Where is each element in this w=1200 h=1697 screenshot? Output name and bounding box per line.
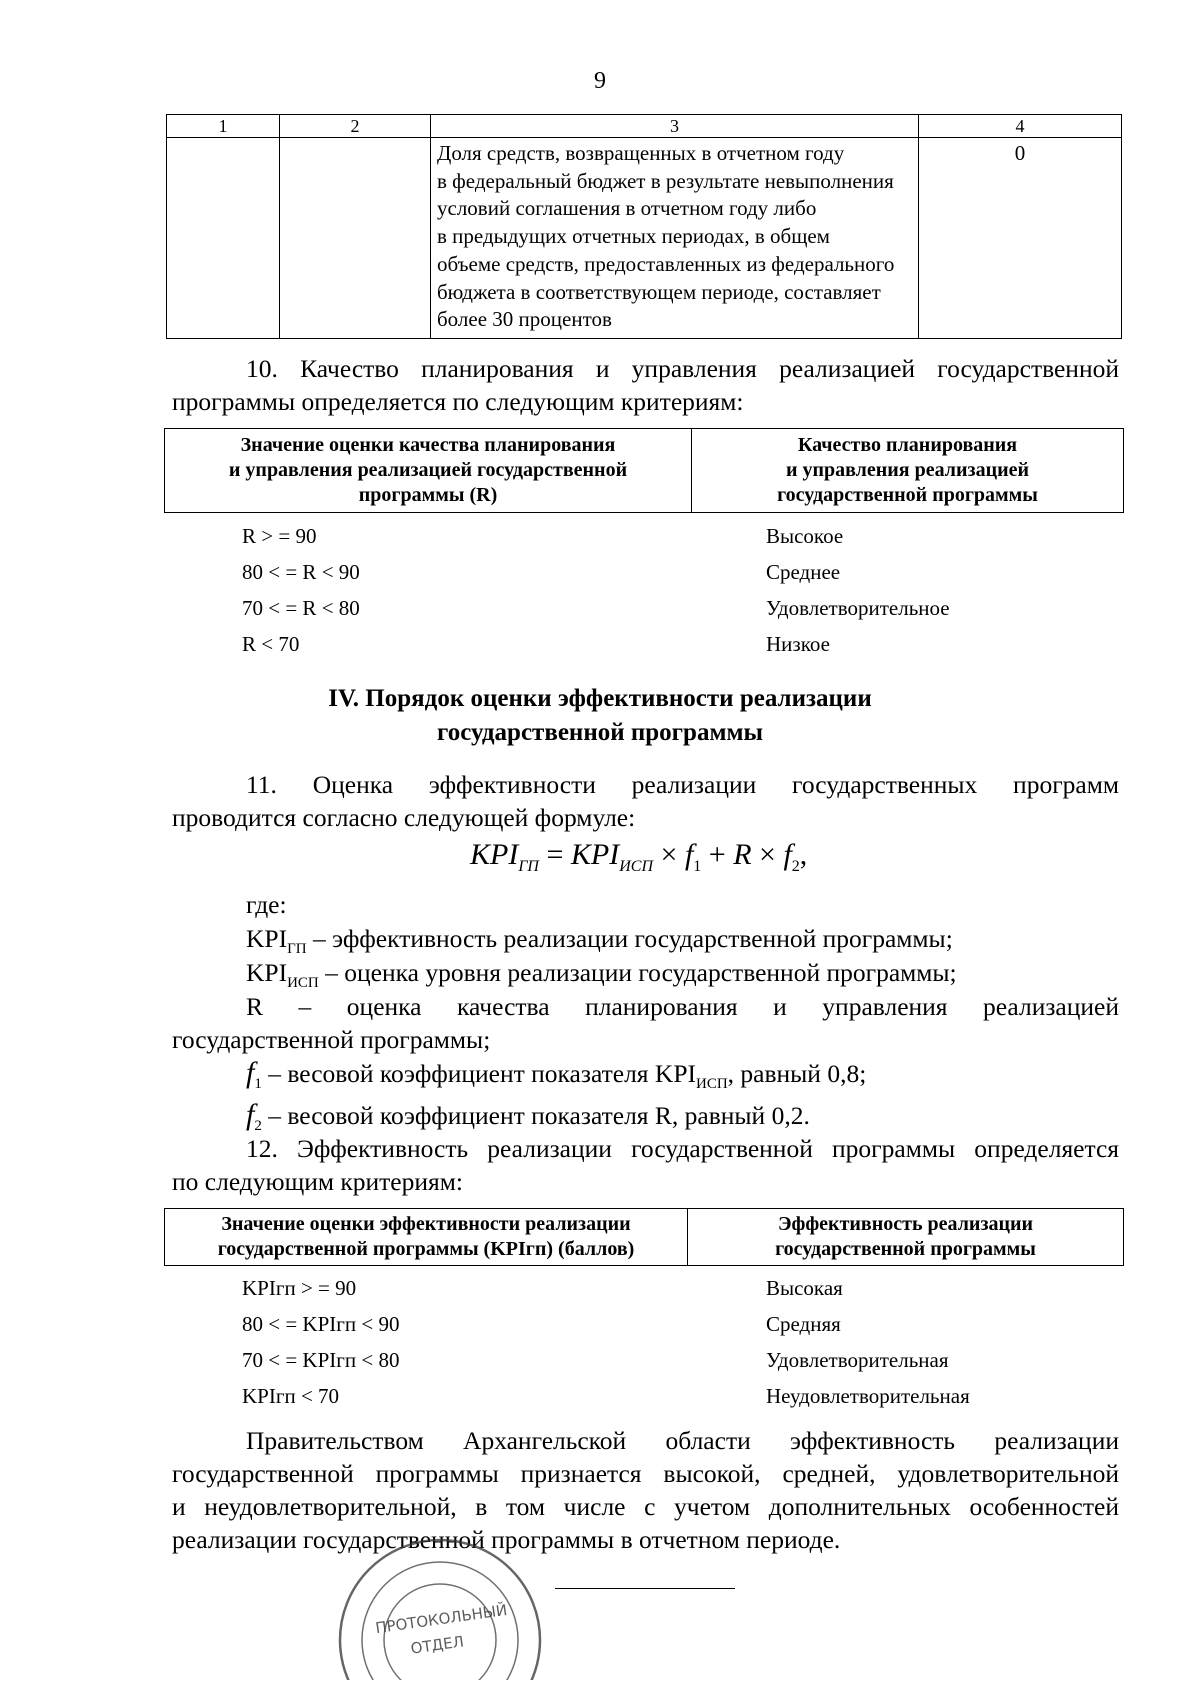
cell-line: объеме средств, предоставленных из федерального — [437, 251, 895, 276]
condition-cell: 70 < = R < 80 — [242, 596, 360, 620]
header-col-quality — [692, 429, 1124, 513]
legend-where: где: — [246, 890, 287, 919]
paragraph-line: Правительством Архангельской области эффективность реализации — [246, 1426, 1119, 1455]
formula-r: R — [733, 838, 752, 871]
condition-cell: KPIгп > = 90 — [242, 1276, 357, 1300]
legend-f2-symbol: f — [246, 1098, 255, 1131]
header-line: и управления реализацией государственной — [228, 459, 628, 481]
paragraph-line: и неудовлетворительной, в том числе с учетом дополнительных особенностей — [172, 1492, 1119, 1521]
heading-line: государственной программы — [436, 719, 764, 746]
legend-kpi-isp-label: KPI — [246, 958, 288, 987]
condition-cell: R < 70 — [242, 632, 300, 656]
cell-line: в предыдущих отчетных периодах, в общем — [437, 224, 830, 249]
paragraph-line: R – оценка качества планирования и управления реализацией — [246, 992, 1119, 1021]
continuation-table — [166, 114, 1122, 339]
formula-plus: + — [701, 838, 734, 871]
formula-sub-isp: ИСП — [619, 858, 654, 875]
legend-f1-symbol: f — [246, 1056, 255, 1089]
header-col-4: 4 — [919, 115, 1122, 138]
legend-kpi-gp-sub: ГП — [287, 941, 307, 958]
paragraph-line: государственной программы признается высокой, средней, удовлетворительной — [172, 1459, 1119, 1488]
paragraph-line: по следующим критериям: — [172, 1167, 463, 1196]
legend-f1-text: – весовой коэффициент показателя KPI — [261, 1059, 696, 1088]
quality-cell: Удовлетворительное — [766, 596, 950, 620]
legend-kpi-isp-sub: ИСП — [287, 975, 319, 992]
header-line: государственной программы — [777, 484, 1038, 506]
condition-cell: 80 < = KPIгп < 90 — [242, 1312, 400, 1336]
table-header-row — [165, 1209, 1124, 1266]
formula-eq: = — [538, 838, 571, 871]
efficiency-criteria-table — [164, 1208, 1124, 1266]
paragraph-10 — [172, 352, 1119, 418]
efficiency-cell: Средняя — [766, 1312, 841, 1336]
header-line: программы (R) — [358, 484, 498, 506]
cell-col-1 — [167, 138, 280, 339]
header-col-2: 2 — [280, 115, 431, 138]
stamp-center-line-2: ОТДЕЛ — [409, 1632, 466, 1658]
condition-cell: 70 < = KPIгп < 80 — [242, 1348, 400, 1372]
legend-f2-text: – весовой коэффициент показателя R, равный 0,2. — [261, 1101, 810, 1130]
cell-col-3 — [431, 138, 919, 339]
formula-f1-sub: 1 — [693, 858, 702, 875]
official-stamp — [320, 1520, 560, 1680]
formula-kpi-isp: KPI — [570, 838, 620, 871]
quality-cell: Среднее — [766, 560, 841, 584]
header-col-efficiency — [688, 1209, 1124, 1266]
paragraph-line: проводится согласно следующей формуле: — [172, 803, 636, 832]
section-heading — [0, 682, 1200, 750]
stamp-center-line-1: ПРОТОКОЛЬНЫЙ — [374, 1600, 509, 1638]
cell-line: в федеральный бюджет в результате невыполнения — [437, 168, 894, 193]
paragraph-line: 11. Оценка эффективности реализации государственных программ — [246, 770, 1119, 799]
header-col-1: 1 — [167, 115, 280, 138]
formula-times-2: × — [751, 838, 784, 871]
page-number: 9 — [594, 68, 606, 94]
table-row — [167, 138, 1122, 339]
header-col-value — [165, 1209, 688, 1266]
paragraph-line: программы определяется по следующим критериям: — [172, 387, 744, 416]
formula-f2: f — [783, 838, 792, 871]
legend-f1-tail: , равный 0,8; — [727, 1059, 867, 1088]
paragraph-12 — [172, 1132, 1119, 1198]
legend-f2-sub: 2 — [254, 1118, 262, 1135]
paragraph-line: 12. Эффективность реализации государственной программы определяется — [246, 1134, 1119, 1163]
condition-cell: R > = 90 — [242, 524, 317, 548]
legend-f1-sub-isp: ИСП — [696, 1076, 728, 1093]
header-col-value — [165, 429, 692, 513]
cell-col-4: 0 — [919, 138, 1122, 339]
cell-line: более 30 процентов — [437, 307, 612, 332]
quality-criteria-table — [164, 428, 1124, 513]
formula-f2-sub: 2 — [791, 858, 800, 875]
condition-cell: KPIгп < 70 — [242, 1384, 340, 1408]
cell-line: бюджета в соответствующем периоде, составляет — [437, 279, 881, 304]
paragraph-line: реализации государственной программы в отчетном периоде. — [172, 1525, 841, 1554]
header-line: государственной программы — [775, 1238, 1036, 1260]
legend-f1-sub: 1 — [254, 1076, 262, 1093]
cell-col-2 — [280, 138, 431, 339]
header-line: и управления реализацией — [785, 459, 1030, 481]
cell-line: условий соглашения в отчетном году либо — [437, 196, 817, 221]
legend-kpi-gp-label: KPI — [246, 924, 288, 953]
efficiency-cell: Высокая — [766, 1276, 843, 1300]
formula-times: × — [653, 838, 685, 871]
paragraph-line: государственной программы; — [172, 1025, 491, 1054]
heading-line: IV. Порядок оценки эффективности реализации — [328, 685, 872, 712]
formula-comma: , — [799, 838, 808, 871]
formula-f1: f — [684, 838, 694, 871]
formula-sub-gp: ГП — [518, 858, 539, 875]
paragraph-11 — [172, 768, 1119, 834]
table-header-row — [167, 115, 1122, 138]
header-line: Значение оценки эффективности реализации — [221, 1213, 631, 1235]
header-col-3: 3 — [431, 115, 919, 138]
header-line: Значение оценки качества планирования — [240, 434, 616, 456]
header-line: государственной программы (KPIгп) (баллов) — [217, 1238, 635, 1260]
cell-line: Доля средств, возвращенных в отчетном году — [437, 141, 845, 165]
header-line: Эффективность реализации — [777, 1213, 1034, 1235]
quality-cell: Высокое — [766, 524, 844, 548]
efficiency-cell: Неудовлетворительная — [766, 1384, 970, 1408]
efficiency-cell: Удовлетворительная — [766, 1348, 949, 1372]
condition-cell: 80 < = R < 90 — [242, 560, 360, 584]
paragraph-line: 10. Качество планирования и управления реализацией государственной — [246, 354, 1119, 383]
signature-line — [555, 1588, 735, 1589]
legend-f1 — [246, 1056, 866, 1101]
formula-kpi: KPI — [470, 838, 519, 871]
legend-kpi-gp-text: – эффективность реализации государственной программы; — [306, 924, 953, 953]
legend-kpi-isp-text: – оценка уровня реализации государственной программы; — [318, 958, 957, 987]
header-line: Качество планирования — [797, 434, 1018, 456]
table-header-row — [165, 429, 1124, 513]
legend-r — [172, 990, 1119, 1056]
quality-cell: Низкое — [766, 632, 830, 656]
kpi-formula — [470, 838, 807, 876]
closing-paragraph — [172, 1424, 1119, 1556]
